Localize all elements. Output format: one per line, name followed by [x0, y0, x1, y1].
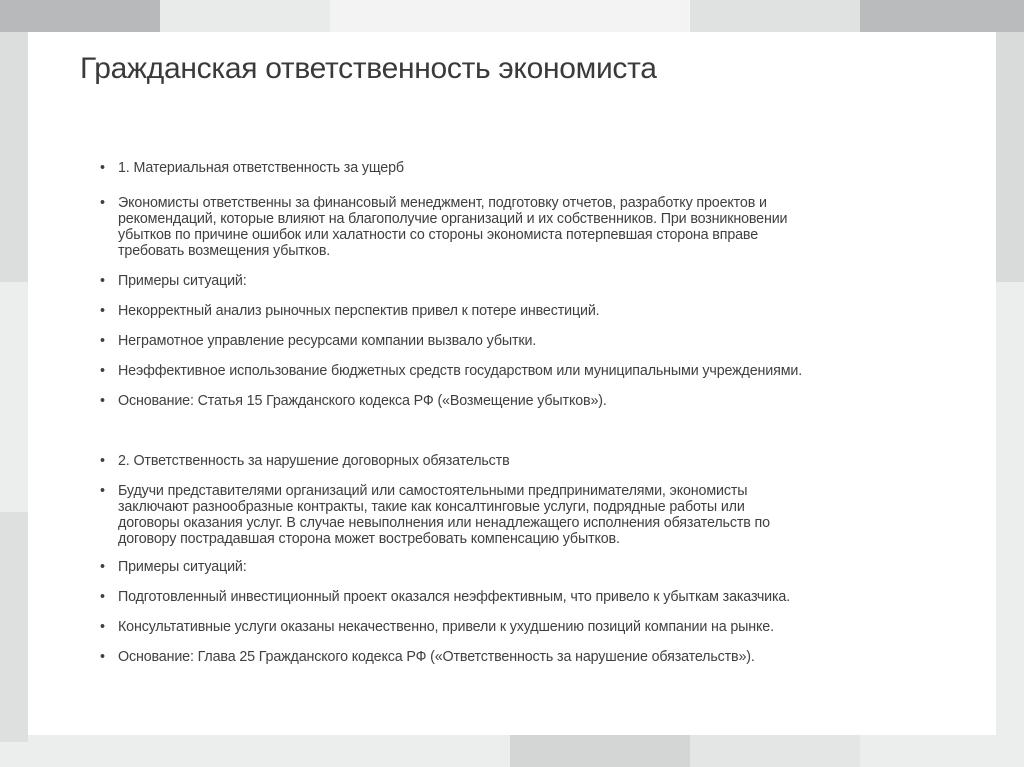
bullet-text	[118, 619, 774, 635]
text-line: договоры оказания услуг. В случае невыполнения или ненадлежащего исполнения обязательств по	[118, 515, 770, 531]
bullet-icon: •	[100, 589, 105, 605]
bullet-text	[118, 363, 802, 379]
bullet-text	[118, 333, 536, 349]
text-line: рекомендаций, которые влияют на благополучие организаций и их собственников. При возникновении	[118, 211, 788, 227]
text-line: Некорректный анализ рыночных перспектив привел к потере инвестиций.	[118, 303, 600, 319]
bullet-text	[118, 393, 607, 409]
bullet-text	[118, 559, 247, 575]
text-line: Основание: Глава 25 Гражданского кодекса РФ («Ответственность за нарушение обязательств»).	[118, 649, 755, 665]
bg-tile	[0, 32, 28, 282]
bullet-text	[118, 160, 404, 176]
bg-tile	[330, 0, 690, 32]
text-line: Экономисты ответственны за финансовый менеджмент, подготовку отчетов, разработку проектов и	[118, 195, 767, 211]
bg-tile	[0, 512, 28, 742]
bullet-icon: •	[100, 333, 105, 349]
bullet-text	[118, 483, 770, 547]
bullet-icon: •	[100, 453, 105, 469]
text-line: требовать возмещения убытков.	[118, 243, 331, 259]
bullet-text	[118, 273, 247, 289]
bullet-text	[118, 589, 790, 605]
text-line: Примеры ситуаций:	[118, 559, 247, 575]
bullet-text	[118, 303, 600, 319]
text-line: Будучи представителями организаций или самостоятельными предпринимателями, экономисты	[118, 483, 748, 499]
bg-tile	[860, 0, 1024, 32]
bullet-icon: •	[100, 195, 105, 211]
bullet-icon: •	[100, 273, 105, 289]
text-line: заключают разнообразные контракты, такие как консалтинговые услуги, подрядные работы или	[118, 499, 745, 515]
bullet-icon: •	[100, 483, 105, 499]
text-line: Неграмотное управление ресурсами компании вызвало убытки.	[118, 333, 537, 349]
bullet-text	[118, 453, 510, 469]
bullet-icon: •	[100, 393, 105, 409]
text-line: Подготовленный инвестиционный проект оказался неэффективным, что привело к убыткам заказчика.	[118, 589, 791, 605]
bg-tile	[510, 735, 690, 767]
bg-tile	[690, 735, 860, 767]
bg-tile	[160, 0, 330, 32]
text-line: договору пострадавшая сторона может востребовать компенсацию убытков.	[118, 531, 620, 547]
bullet-icon: •	[100, 363, 105, 379]
bullet-icon: •	[100, 649, 105, 665]
text-line: Консультативные услуги оказаны некачественно, привели к ухудшению позиций компании на рынке.	[118, 619, 774, 635]
text-line: Неэффективное использование бюджетных средств государством или муниципальными учреждениями.	[118, 363, 803, 379]
bullet-icon: •	[100, 160, 105, 176]
bullet-icon: •	[100, 303, 105, 319]
bg-tile	[690, 0, 860, 32]
bg-tile	[996, 32, 1024, 282]
text-line: 1. Материальная ответственность за ущерб	[118, 160, 404, 176]
text-line: Основание: Статья 15 Гражданского кодекса РФ («Возмещение убытков»).	[118, 393, 607, 409]
bg-tile	[0, 0, 160, 32]
text-line: убытков по причине ошибок или халатности со стороны экономиста потерпевшая сторона вправе	[118, 227, 759, 243]
bullet-icon: •	[100, 619, 105, 635]
text-line: 2. Ответственность за нарушение договорных обязательств	[118, 453, 510, 469]
bullet-text	[118, 649, 755, 665]
bullet-icon: •	[100, 559, 105, 575]
bullet-text	[118, 195, 787, 259]
text-line: Примеры ситуаций:	[118, 273, 247, 289]
slide-title: Гражданская ответственность экономиста	[80, 52, 657, 85]
